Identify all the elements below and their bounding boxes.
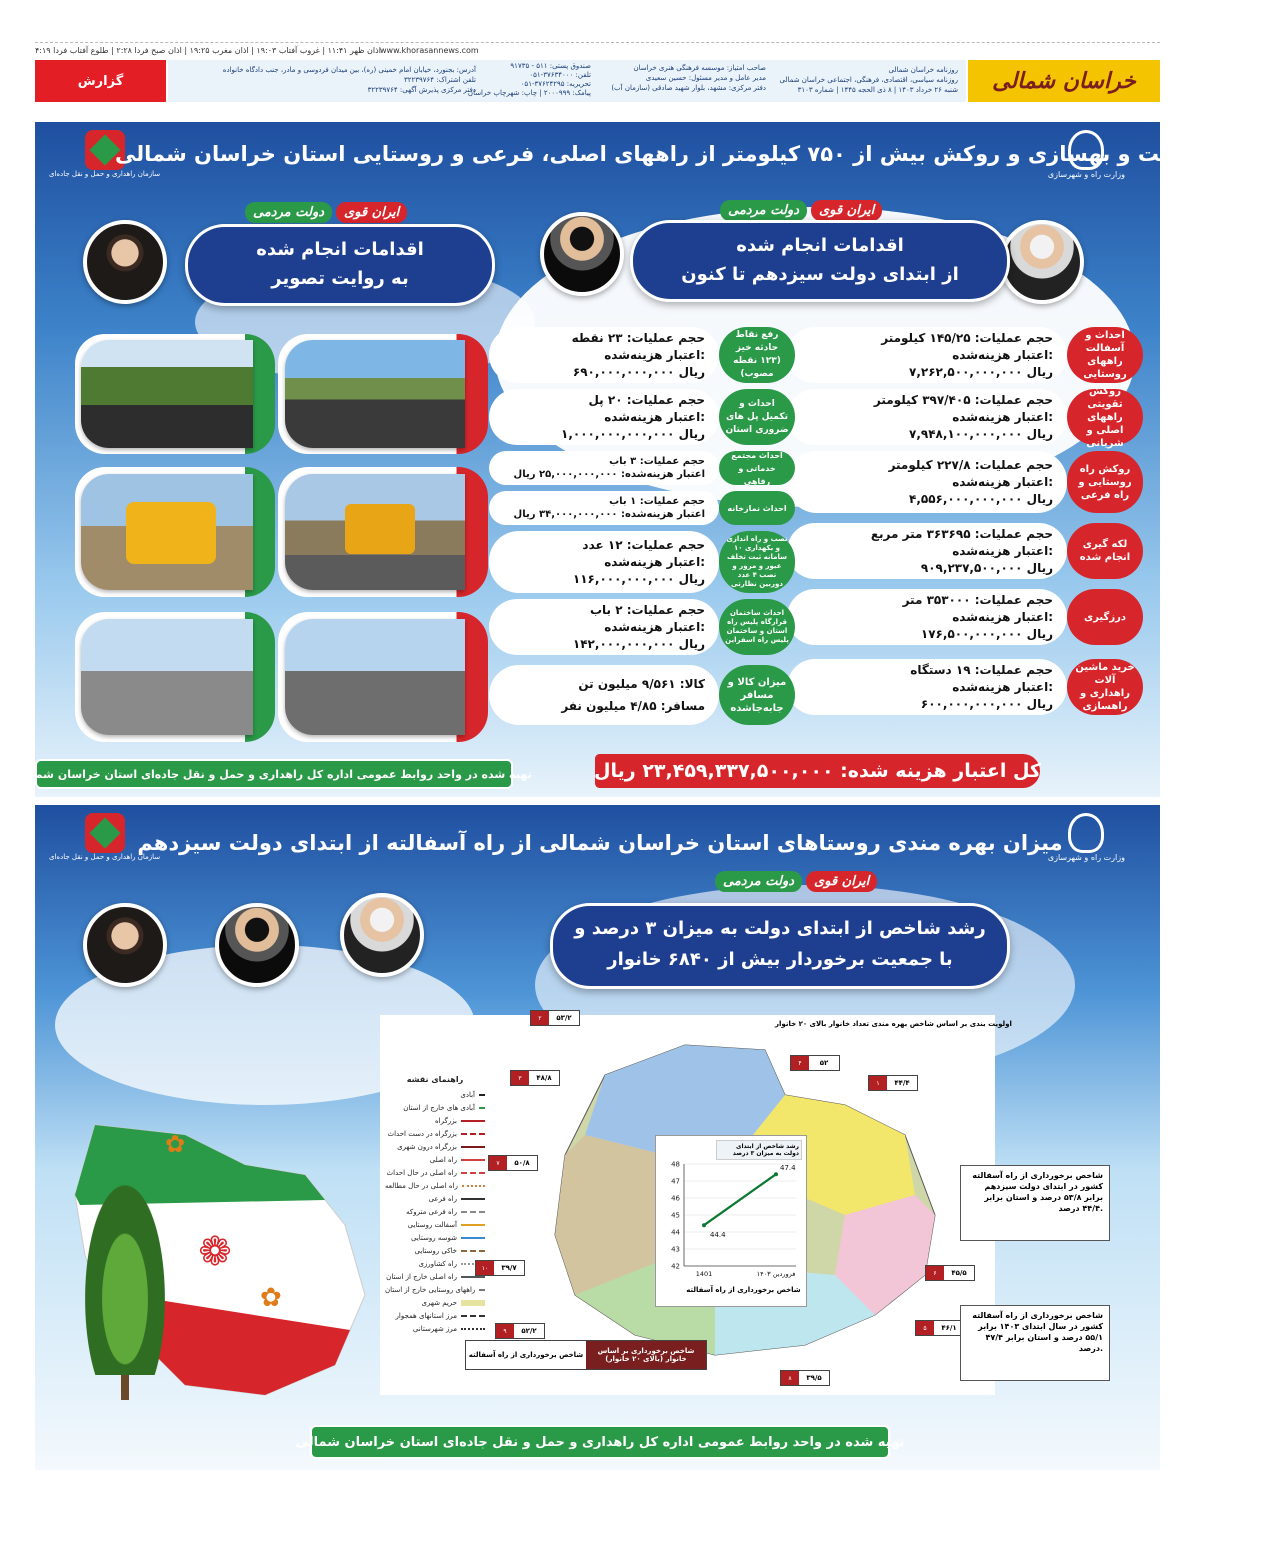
legend-item: بزرگراه — [385, 1114, 485, 1127]
stat-row — [505, 599, 795, 655]
growth-oval — [550, 903, 1010, 989]
chart-data-label: 47.4 — [780, 1164, 796, 1173]
credit-line: تهیه شده در واحد روابط عمومی اداره کل راهداری و حمل و نقل جاده‌ای استان خراسان شمالی — [35, 759, 513, 789]
stat-label: احداث و تکمیل پل های ضروری استان — [719, 389, 795, 445]
portrait-leader-2 — [340, 893, 424, 977]
legend-item: راه فرعی — [385, 1192, 485, 1205]
website-link[interactable]: www.khorasannews.com — [380, 46, 479, 55]
legend-item: حریم شهری — [385, 1296, 485, 1309]
stat-row — [803, 451, 1143, 513]
prayer-times: اذان ظهر ۱۱:۴۱ | غروب آفتاب ۱۹:۰۳ | اذان مغرب ۱۹:۲۵ | اذان صبح فردا ۲:۲۸ | طلوع آفتاب فردا ۴:۱۹ — [35, 46, 381, 55]
loader-icon — [126, 502, 216, 564]
chart-ytick-label: 48 — [671, 1160, 680, 1169]
callout-rank: ۸ — [781, 1371, 799, 1385]
credit-line: تهیه شده در واحد روابط عمومی اداره کل راهداری و حمل و نقل جاده‌ای استان خراسان شمالی — [310, 1425, 890, 1459]
slogan-badge — [245, 202, 407, 223]
chart-ytick-label: 46 — [671, 1194, 680, 1203]
slogan-badge — [720, 200, 882, 221]
callout-pct: ۵۳/۲ — [556, 1014, 572, 1022]
side-oval — [185, 224, 495, 306]
stat-value: حجم عملیات: ۲۲۷/۸ کیلومتر اعتبار هزینه‌شده: ۴,۵۵۶,۰۰۰,۰۰۰,۰۰۰ ریال — [787, 451, 1067, 513]
stat-label: میزان کالا و مسافر جابه‌جاشده — [719, 665, 795, 725]
owner-3: دفتر مرکزی: مشهد، بلوار شهید صادقی (سازمان آب) — [611, 84, 766, 92]
slogan-red: ایران قوی — [336, 202, 407, 223]
stat-label: روکش تقویتی راههای اصلی و شریانی — [1067, 389, 1143, 445]
stat-label: احداث مجتمع خدماتی و رفاهی — [719, 451, 795, 485]
svg-text:❁: ❁ — [198, 1229, 232, 1275]
legend-item: خاکی روستایی — [385, 1244, 485, 1257]
callout-rank: ۱۰ — [476, 1261, 494, 1275]
issue-info-box — [168, 60, 966, 102]
legend-item: مرز استانهای همجوار — [385, 1309, 485, 1322]
stat-value: حجم عملیات: ۱۹ دستگاه اعتبار هزینه‌شده: ۶۰۰,۰۰۰,۰۰۰,۰۰۰ ریال — [787, 659, 1067, 715]
org-label: سازمان راهداری و حمل و نقل جاده‌ای — [49, 170, 161, 178]
slogan-green: دولت مردمی — [245, 202, 332, 223]
callout-rank: ۳ — [511, 1071, 529, 1085]
side-oval-line2: به روایت تصویر — [271, 268, 409, 289]
chart-point — [774, 1172, 778, 1176]
stat-value: حجم عملیات: ۳ باب اعتبار هزینه‌شده: ۲۵,۰۰۰,۰۰۰,۰۰۰ ریال — [489, 451, 719, 485]
stat-label: رفع نقاط حادثه خیز (۱۲۳ نقطه مصوب) — [719, 327, 795, 383]
county-callout — [915, 1320, 965, 1336]
legend-footer — [465, 1340, 707, 1370]
stat-row — [505, 451, 795, 485]
callout-pct: ۵۲ — [819, 1059, 829, 1067]
portrait-leader-1 — [83, 220, 167, 304]
stat-row — [505, 531, 795, 593]
stat-value: حجم عملیات: ۱ باب اعتبار هزینه‌شده: ۳۴,۰۰۰,۰۰۰,۰۰۰ ریال — [489, 491, 719, 525]
callout-rank: ۲ — [531, 1011, 549, 1025]
main-oval-line2: از ابتدای دولت سیزدهم تا کنون — [681, 264, 959, 285]
chart-ytick-label: 44 — [671, 1228, 680, 1237]
stat-label: نصب و راه اندازی و بکهداری ۱۰ سامانه ثبت تخلف عبور و مرور و نصب ۴ عدد دوربین نظارتی — [719, 531, 795, 593]
slogan-red: ایران قوی — [811, 200, 882, 221]
callout-pct: ۳۹/۷ — [501, 1264, 517, 1272]
stat-value: کالا: ۹/۵۶۱ میلیون تن مسافر: ۴/۸۵ میلیون نفر — [489, 665, 719, 725]
legend-item: راه اصلی — [385, 1153, 485, 1166]
legend-item: راه اصلی در حال مطالعه — [385, 1179, 485, 1192]
loader-photo — [81, 474, 253, 590]
butterfly-icon: ✿ — [165, 1130, 186, 1158]
section-label: گزارش — [35, 60, 166, 102]
slogan-badge — [715, 871, 877, 892]
county-callout — [790, 1055, 840, 1071]
callout-pct: ۴۴/۴ — [894, 1079, 910, 1087]
portrait-leader-2 — [1000, 220, 1084, 304]
legend-item: شوسه روستایی — [385, 1231, 485, 1244]
map-title: اولویت بندی بر اساس شاخص بهره مندی تعداد خانوار بالای ۲۰ خانوار — [775, 1020, 1012, 1028]
issue-info-3: شنبه ۲۶ خرداد ۱۴۰۳ | ۸ ذی الحجه ۱۴۴۵ | شماره ۳۱۰۳ — [797, 86, 958, 94]
stat-value: حجم عملیات: ۱۲ عدد اعتبار هزینه‌شده: ۱۱۶,۰۰۰,۰۰۰,۰۰۰ ریال — [489, 531, 719, 593]
stat-row — [505, 389, 795, 445]
county-callout — [780, 1370, 830, 1386]
newspaper-logo: خراسان شمالی — [968, 60, 1160, 102]
callout-pct: ۵۰/۸ — [514, 1159, 530, 1167]
side-oval-line1: اقدامات انجام شده — [256, 239, 424, 260]
county-callout — [475, 1260, 525, 1276]
left-stats — [505, 327, 795, 725]
legend-item: آبادی های خارج از استان — [385, 1101, 485, 1114]
road-paving-photo — [285, 340, 465, 448]
growth-line-chart — [655, 1135, 807, 1307]
stat-row — [803, 327, 1143, 383]
chart-point — [702, 1223, 706, 1227]
stat-row — [505, 327, 795, 383]
callout-pct: ۵۲/۲ — [521, 1327, 537, 1335]
contact-1: صندوق پستی: ۵۱۱ - ۹۱۷۳۵ — [510, 62, 591, 70]
stat-label: لکه گیری انجام شده — [1067, 523, 1143, 579]
excavator-photo — [285, 474, 465, 590]
ministry-label: وزارت راه و شهرسازی — [1047, 853, 1125, 862]
county-callout — [925, 1265, 975, 1281]
chart-ytick-label: 43 — [671, 1245, 680, 1254]
stat-row — [505, 665, 795, 725]
callout-pct: ۴۵/۵ — [951, 1269, 967, 1277]
legend-item: راه فرعی متروکه — [385, 1205, 485, 1218]
growth-oval-line1: رشد شاخص از ابتدای دولت به میزان ۳ درصد و — [574, 918, 986, 939]
legend-item: راه اصلی خارج از استان — [385, 1270, 485, 1283]
stat-label: درزگیری — [1067, 589, 1143, 645]
legend-footer-asphalt: شاخص برخورداری از راه آسفالته — [466, 1341, 586, 1369]
map-legend — [385, 1075, 485, 1335]
main-oval — [630, 220, 1010, 302]
stat-value: حجم عملیات: ۲۳ نقطه اعتبار هزینه‌شده: ۶۹۰,۰۰۰,۰۰۰,۰۰۰ ریال — [489, 327, 719, 383]
county-callout — [495, 1323, 545, 1339]
county-callout — [868, 1075, 918, 1091]
page-title: میزان بهره مندی روستاهای استان خراسان شمالی از راه آسفالته از ابتدای دولت سیزدهم — [137, 831, 1063, 855]
info-box-national-start: شاخص برخورداری از راه آسفالته کشور در ابتدای دولت سیزدهم برابر ۵۳/۸ درصد و استان برابر ۴۴/۴ درصد. — [960, 1165, 1110, 1241]
page-title: احداث، مرمت و بهسازی و روکش بیش از ۷۵۰ کیلومتر از راههای اصلی، فرعی و روستایی استان خراسان شمالی — [115, 142, 1277, 166]
callout-rank: ۴ — [791, 1056, 809, 1070]
chart-data-label: 44.4 — [710, 1231, 726, 1240]
callout-rank: ۷ — [489, 1156, 507, 1170]
chart-xlabel: شاخص برخورداری از راه آسفالته — [686, 1286, 801, 1294]
callout-rank: ۶ — [926, 1266, 944, 1280]
issue-info-2: روزنامه سیاسی، اقتصادی، فرهنگی، اجتماعی خراسان شمالی — [779, 76, 958, 84]
stat-value: حجم عملیات: ۳۹۷/۴۰۵ کیلومتر اعتبار هزینه‌شده: ۷,۹۴۸,۱۰۰,۰۰۰,۰۰۰ ریال — [787, 389, 1067, 445]
trucks-photo — [81, 619, 253, 735]
stat-value: حجم عملیات: ۲ باب اعتبار هزینه‌شده: ۱۴۲,۰۰۰,۰۰۰,۰۰۰ ریال — [489, 599, 719, 655]
owner-1: صاحب امتیاز: موسسه فرهنگی هنری خراسان — [633, 64, 766, 72]
chart-ytick-label: 47 — [671, 1177, 680, 1186]
stat-row — [803, 385, 1143, 449]
right-stats — [803, 327, 1143, 715]
paver-photo — [285, 619, 465, 735]
stat-value: حجم عملیات: ۲۰ پل اعتبار هزینه‌شده: ۱,۰۰۰,۰۰۰,۰۰۰,۰۰۰ ریال — [489, 389, 719, 445]
stat-value: حجم عملیات: ۳۵۳۰۰۰ متر اعتبار هزینه‌شده: ۱۷۶,۵۰۰,۰۰۰,۰۰۰ ریال — [787, 589, 1067, 645]
portrait-president — [215, 903, 299, 987]
info-box-national-1403: شاخص برخورداری از راه آسفالته کشور در سال ابتدای ۱۴۰۳ برابر ۵۵/۱ درصد و استان برابر ۴۷/۴ درصد. — [960, 1305, 1110, 1381]
callout-rank: ۹ — [496, 1324, 514, 1338]
address-1: آدرس: بجنورد، خیابان امام خمینی (ره)، بین میدان فردوسی و مادر، جنب دادگاه خانواده — [222, 66, 476, 74]
legend-item: آسفالت روستایی — [385, 1218, 485, 1231]
stat-row — [803, 589, 1143, 645]
legend-item: بزرگراه درون شهری — [385, 1140, 485, 1153]
stat-label: خرید ماشین آلات راهداری و راهسازی — [1067, 659, 1143, 715]
contact-4: پیامک: ۲۰۰۰۹۹۹ | چاپ: شهرچاپ خراسان — [467, 89, 591, 97]
portrait-president — [540, 212, 624, 296]
stat-row — [803, 523, 1143, 579]
contact-3: تحریریه: ۳۷۶۲۴۲۹۵-۰۵۱ — [520, 80, 591, 88]
total-budget: کل اعتبار هزینه شده: ۲۳,۴۵۹,۳۳۷,۵۰۰,۰۰۰ ریال — [595, 754, 1040, 788]
ministry-label: وزارت راه و شهرسازی — [1047, 170, 1125, 179]
legend-item: آبادی — [385, 1088, 485, 1101]
legend-item: راههای روستایی خارج از استان — [385, 1283, 485, 1296]
panel-road-actions — [16, 122, 1277, 797]
stat-row — [803, 659, 1143, 715]
legend-item: راه اصلی در حال احداث — [385, 1166, 485, 1179]
growth-oval-line2: با جمعیت برخوردار بیش از ۶۸۴۰ خانوار — [607, 949, 953, 970]
legend-item: مرز شهرستانی — [385, 1322, 485, 1335]
address-2: تلفن اشتراک: ۳۲۲۳۹۷۶۴ — [403, 76, 476, 84]
excavator-icon — [345, 504, 415, 554]
slogan-green: دولت مردمی — [715, 871, 802, 892]
masthead-top-line — [35, 44, 1160, 58]
slogan-green: دولت مردمی — [720, 200, 807, 221]
stat-label: احداث نمازخانه — [719, 491, 795, 525]
callout-rank: ۵ — [916, 1321, 934, 1335]
chart-xtick-label: 1401 — [695, 1270, 713, 1278]
portrait-leader-1 — [83, 903, 167, 987]
slogan-red: ایران قوی — [806, 871, 877, 892]
cypress-tree-icon — [85, 1185, 165, 1400]
stat-label: روکش راه روستایی و راه فرعی — [1067, 451, 1143, 513]
panel-village-roads — [35, 805, 1160, 1470]
legend-footer-household: شاخص برخورداری بر اساس خانوار (بالای ۲۰ خانوار) — [586, 1341, 706, 1369]
county-callout — [510, 1070, 560, 1086]
chart-xtick-label: فروردین ۱۴۰۳ — [756, 1270, 796, 1278]
address-3: دفتر مرکزی پذیرش آگهی: ۳۲۲۳۹۷۶۴ — [367, 86, 476, 94]
callout-rank: ۱ — [869, 1076, 887, 1090]
callout-pct: ۴۶/۱ — [941, 1324, 957, 1332]
chart-plot-area — [656, 1136, 806, 1306]
issue-info-1: روزنامه خراسان شمالی — [888, 66, 958, 74]
chart-title: رشد شاخص از ابتدای دولت به میزان ۳ درصد — [716, 1140, 802, 1160]
road-worker-photo — [81, 340, 253, 448]
stat-row — [505, 491, 795, 525]
legend-item: راه کشاورزی — [385, 1257, 485, 1270]
butterfly-icon: ✿ — [260, 1283, 282, 1313]
legend-title: راهنمای نقشه — [406, 1075, 464, 1084]
stat-value: حجم عملیات: ۳۶۳۶۹۵ متر مربع اعتبار هزینه‌شده: ۹۰۹,۲۳۷,۵۰۰,۰۰۰ ریال — [787, 523, 1067, 579]
stat-label: احداث ساختمان قرارگاه پلیس راه استان و ساختمان پلیس راه اسفراین — [719, 599, 795, 655]
county-callout — [488, 1155, 538, 1171]
stat-label: احداث و آسفالت راههای روستایی — [1067, 327, 1143, 383]
legend-item: بزرگراه در دست احداث — [385, 1127, 485, 1140]
county-callout — [530, 1010, 580, 1026]
org-label: سازمان راهداری و حمل و نقل جاده‌ای — [49, 853, 161, 861]
chart-ytick-label: 42 — [671, 1262, 680, 1271]
main-oval-line1: اقدامات انجام شده — [736, 235, 904, 256]
callout-pct: ۴۸/۸ — [536, 1074, 552, 1082]
contact-2: تلفن: ۳۷۶۳۴۰۰۰-۰۵۱ — [529, 71, 591, 79]
chart-series-line — [704, 1174, 776, 1225]
owner-2: مدیر عامل و مدیر مسئول: حسین سعیدی — [645, 74, 766, 82]
chart-ytick-label: 45 — [671, 1211, 680, 1220]
stat-value: حجم عملیات: ۱۴۵/۲۵ کیلومتر اعتبار هزینه‌شده: ۷,۲۶۲,۵۰۰,۰۰۰,۰۰۰ ریال — [787, 327, 1067, 383]
province-map — [380, 1014, 1012, 1395]
callout-pct: ۳۹/۵ — [806, 1374, 822, 1382]
